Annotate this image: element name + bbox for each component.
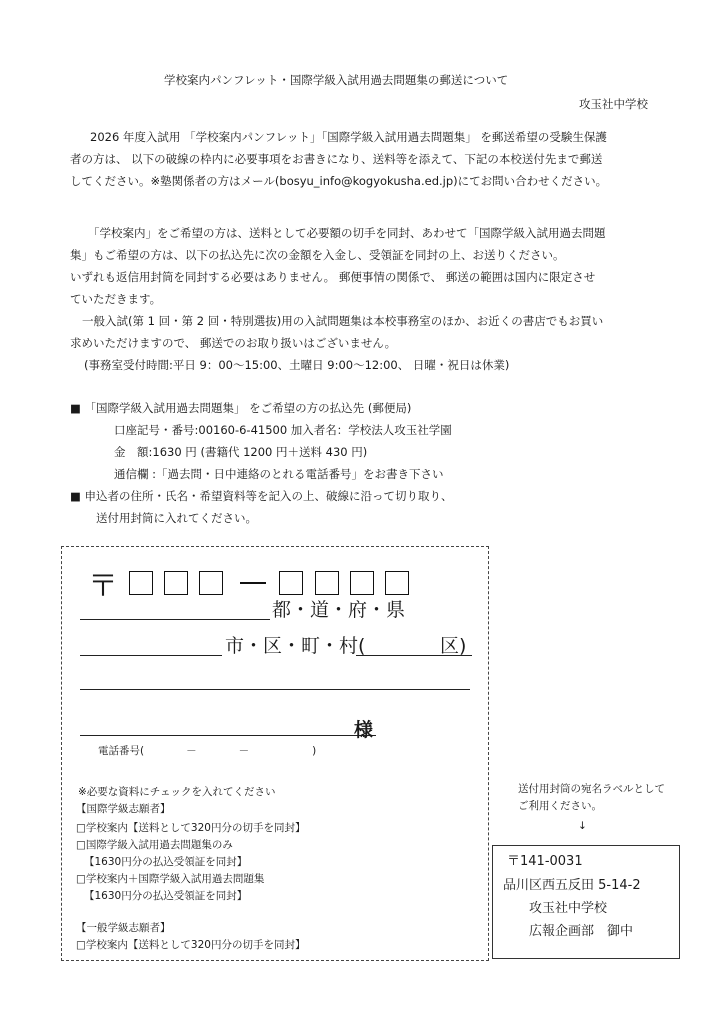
cutout-form bbox=[61, 546, 489, 961]
label-department: 広報企画部 御中 bbox=[529, 924, 634, 939]
intl-heading: 【国際学級志願者】 bbox=[76, 803, 171, 815]
prefecture-field[interactable] bbox=[80, 619, 270, 620]
general-option-brochure[interactable]: □学校案内【送料として320円分の切手を同封】 bbox=[76, 939, 306, 951]
label-note-line-2: ご利用ください。 bbox=[518, 800, 602, 812]
payment-heading: ■ 「国際学級入試用過去問題集」 をご希望の方の払込先 (郵便局) bbox=[70, 401, 412, 415]
city-field[interactable] bbox=[80, 655, 222, 656]
label-postal: 〒141-0031 bbox=[507, 854, 583, 869]
honorific-label: 様 bbox=[354, 719, 374, 741]
intro-line: してください。※塾関係者の方はメール(bosyu_info@kogyokusha.ed.jp)にてお問い合わせください。 bbox=[70, 174, 608, 188]
postal-digit-box[interactable] bbox=[129, 571, 153, 595]
details-line: 求めいただけますので、 郵送でのお取り扱いはございません。 bbox=[70, 336, 397, 350]
page-title: 学校案内パンフレット・国際学級入試用過去問題集の郵送について bbox=[164, 73, 509, 87]
instruction-line-1: ■ 申込者の住所・氏名・希望資料等を記入の上、破線に沿って切り取り、 bbox=[70, 489, 453, 503]
checklist-title: ※必要な資料にチェックを入れてください bbox=[78, 786, 276, 798]
phone-field[interactable]: 電話番号( － － ) bbox=[98, 745, 317, 757]
label-note-line-1: 送付用封筒の宛名ラベルとして bbox=[518, 783, 665, 795]
intl-option-exam-note: 【1630円分の払込受領証を同封】 bbox=[84, 856, 248, 868]
details-line: 「学校案内」をご希望の方は、送料として必要額の切手を同封、あわせて「国際学級入試用過去問題 bbox=[88, 226, 606, 240]
name-field[interactable] bbox=[80, 735, 376, 736]
intl-option-exam-only[interactable]: □国際学級入試用過去問題集のみ bbox=[76, 839, 233, 851]
address-label-box bbox=[492, 845, 680, 959]
postal-digit-box[interactable] bbox=[164, 571, 188, 595]
postal-digit-box[interactable] bbox=[350, 571, 374, 595]
postal-digit-box[interactable] bbox=[199, 571, 223, 595]
details-paragraph bbox=[70, 222, 606, 376]
payment-note: 通信欄 :「過去問・日中連絡のとれる電話番号」をお書き下さい bbox=[114, 467, 444, 481]
intl-option-both-note: 【1630円分の払込受領証を同封】 bbox=[84, 890, 248, 902]
postal-digit-box[interactable] bbox=[315, 571, 339, 595]
details-line: ていただきます。 bbox=[70, 292, 162, 306]
postal-mark-icon: 〒 bbox=[88, 569, 118, 604]
general-heading: 【一般学級志願者】 bbox=[76, 922, 171, 934]
prefecture-label: 都・道・府・県 bbox=[272, 599, 406, 621]
details-line: (事務室受付時間:平日 9：00～15:00、土曜日 9:00～12:00、 日曜・祝日は休業) bbox=[84, 358, 510, 372]
school-name: 攻玉社中学校 bbox=[579, 97, 648, 111]
details-line: 集」もご希望の方は、以下の払込先に次の金額を入金し、受領証を同封の上、お送りください。 bbox=[70, 248, 565, 262]
instruction-line-2: 送付用封筒に入れてください。 bbox=[96, 511, 257, 525]
postal-digit-box[interactable] bbox=[279, 571, 303, 595]
details-line: いずれも返信用封筒を同封する必要はありません。 郵便事情の関係で、 郵送の範囲は国内に限定させ bbox=[70, 270, 596, 284]
ward-label: 区) bbox=[440, 635, 467, 657]
address-field[interactable] bbox=[80, 689, 470, 690]
down-arrow-icon: ↓ bbox=[578, 820, 587, 832]
intro-line: 2026 年度入試用 「学校案内パンフレット」「国際学級入試用過去問題集」 を郵送希望の受験生保護 bbox=[90, 130, 607, 144]
intl-option-brochure[interactable]: □学校案内【送料として320円分の切手を同封】 bbox=[76, 822, 306, 834]
postal-digit-box[interactable] bbox=[385, 571, 409, 595]
payment-amount: 金 額:1630 円 (書籍代 1200 円＋送料 430 円) bbox=[114, 445, 368, 459]
payment-account: 口座記号・番号:00160-6-41500 加入者名：学校法人攻玉社学園 bbox=[114, 423, 452, 437]
intro-line: 者の方は、 以下の破線の枠内に必要事項をお書きになり、送料等を添えて、下記の本校送付先まで郵送 bbox=[70, 152, 603, 166]
label-address: 品川区西五反田 5-14-2 bbox=[503, 878, 641, 893]
postal-separator bbox=[240, 582, 266, 584]
label-school: 攻玉社中学校 bbox=[529, 901, 608, 916]
intro-paragraph bbox=[70, 126, 607, 192]
details-line: 一般入試(第 1 回・第 2 回・特別選抜)用の入試問題集は本校事務室のほか、お近くの書店でもお買い bbox=[82, 314, 604, 328]
city-label: 市・区・町・村( bbox=[225, 635, 366, 657]
intl-option-both[interactable]: □学校案内＋国際学級入試用過去問題集 bbox=[76, 873, 265, 885]
